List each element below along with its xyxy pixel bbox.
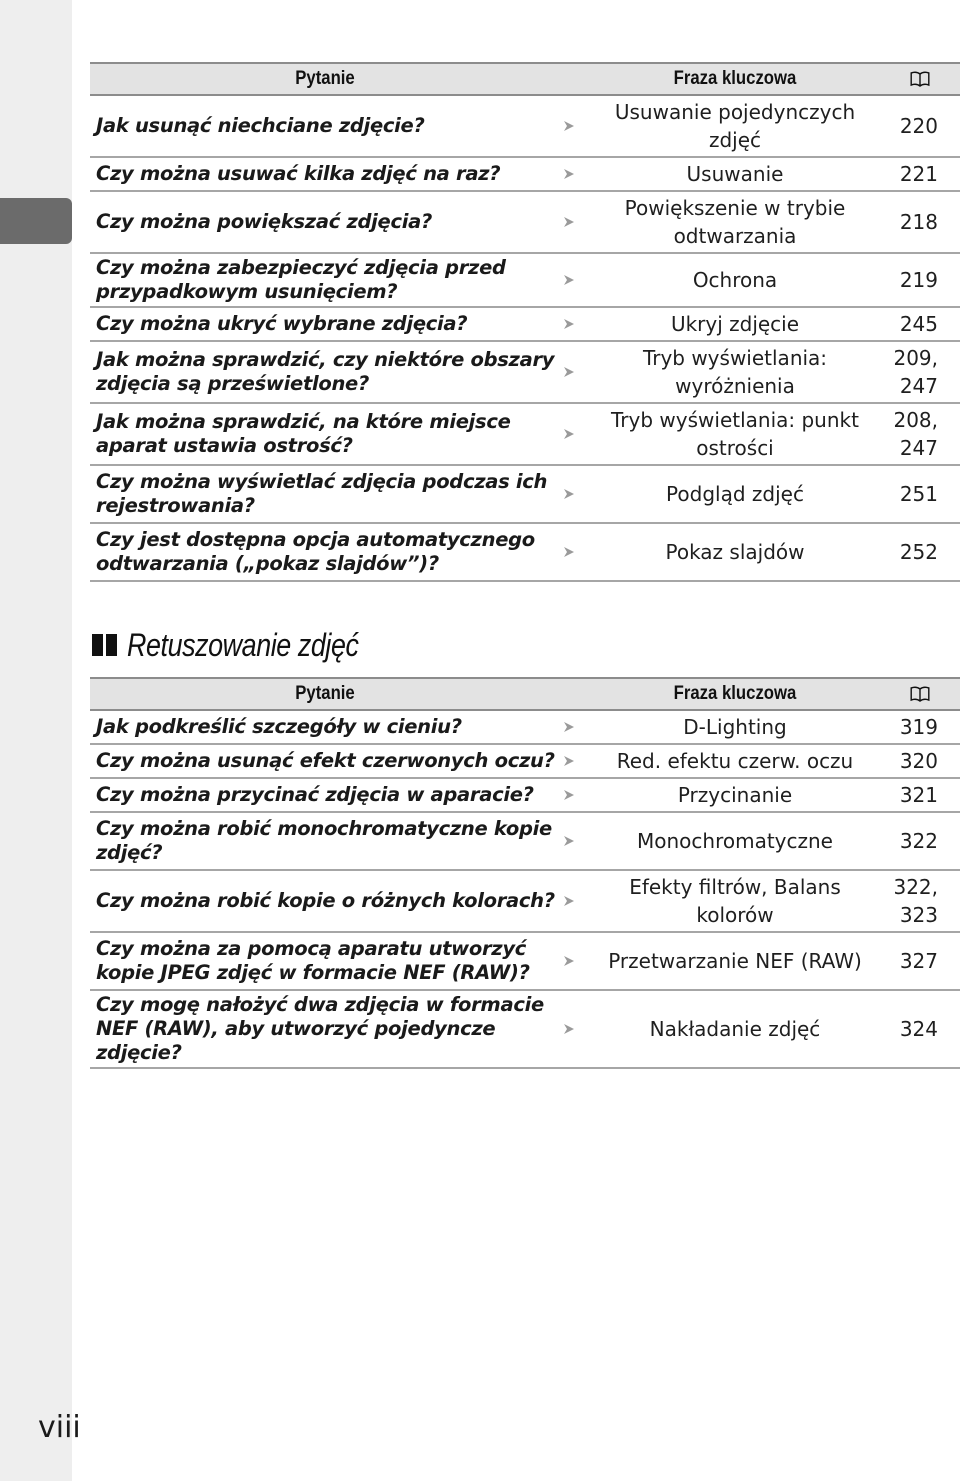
keyword-cell: Efekty filtrów, Balans kolorów [590,870,880,932]
question-cell: Jak można sprawdzić, na które miejsce aparat ustawia ostrość? [90,403,560,465]
keyword-cell: Monochromatyczne [590,812,880,870]
question-cell: Czy można przycinać zdjęcia w aparacie? [90,778,560,812]
question-cell: Czy można wyświetlać zdjęcia podczas ich rejestrowania? [90,465,560,523]
faq-table-retouch [90,677,960,1069]
table-row [90,95,960,157]
header-question: Pytanie [118,63,532,95]
table-row [90,812,960,870]
question-cell: Czy można robić monochromatyczne kopie zdjęć? [90,812,560,870]
page-cell: 219 [880,253,960,307]
keyword-cell: Tryb wyświetlania: wyróżnienia [590,341,880,403]
arrow-icon [560,403,590,465]
header-spacer [562,678,588,710]
book-icon [910,68,929,89]
question-cell: Jak podkreślić szczegóły w cieniu? [90,710,560,744]
table-row [90,778,960,812]
table-row [90,523,960,581]
chapter-tab [0,198,72,244]
arrow-icon [560,157,590,191]
keyword-cell: Red. efektu czerw. oczu [590,744,880,778]
page-cell: 321 [880,778,960,812]
table-header [90,63,960,95]
page-cell: 324 [880,990,960,1068]
question-cell: Czy można usunąć efekt czerwonych oczu? [90,744,560,778]
keyword-cell: Przycinanie [590,778,880,812]
page-cell: 218 [880,191,960,253]
arrow-icon [560,778,590,812]
question-cell: Czy można powiększać zdjęcia? [90,191,560,253]
arrow-icon [560,870,590,932]
arrow-icon [560,812,590,870]
arrow-icon [560,932,590,990]
page-cell: 322 [880,812,960,870]
arrow-icon [560,744,590,778]
arrow-icon [560,95,590,157]
page-cell: 245 [880,307,960,341]
arrow-icon [560,307,590,341]
question-cell: Czy mogę nałożyć dwa zdjęcia w formacie NEF (RAW), aby utworzyć pojedyncze zdjęcie? [90,990,560,1068]
table-header [90,678,960,710]
page-cell: 319 [880,710,960,744]
arrow-icon [560,523,590,581]
keyword-cell: Przetwarzanie NEF (RAW) [590,932,880,990]
header-page [885,678,955,710]
arrow-icon [560,191,590,253]
question-cell: Jak można sprawdzić, czy niektóre obszary zdjęcia są prześwietlone? [90,341,560,403]
table-row [90,191,960,253]
header-keyword: Fraza kluczowa [607,678,862,710]
header-keyword: Fraza kluczowa [607,63,862,95]
arrow-icon [560,341,590,403]
keyword-cell: Podgląd zdjęć [590,465,880,523]
arrow-icon [560,710,590,744]
table-row [90,307,960,341]
page-cell: 327 [880,932,960,990]
question-cell: Czy można za pomocą aparatu utworzyć kopie JPEG zdjęć w formacie NEF (RAW)? [90,932,560,990]
book-icon [910,683,929,704]
keyword-cell: Nakładanie zdjęć [590,990,880,1068]
page-cell: 208, 247 [880,403,960,465]
page-number: viii [38,1410,81,1445]
table-row [90,157,960,191]
page-cell: 252 [880,523,960,581]
table-row [90,990,960,1068]
header-question: Pytanie [118,678,532,710]
page-cell: 322, 323 [880,870,960,932]
page-cell: 209, 247 [880,341,960,403]
arrow-icon [560,253,590,307]
table-row [90,465,960,523]
arrow-icon [560,465,590,523]
table-row [90,932,960,990]
table-row [90,253,960,307]
question-cell: Jak usunąć niechciane zdjęcie? [90,95,560,157]
question-cell: Czy można usuwać kilka zdjęć na raz? [90,157,560,191]
question-cell: Czy można zabezpieczyć zdjęcia przed przypadkowym usunięciem? [90,253,560,307]
page-cell: 220 [880,95,960,157]
keyword-cell: Pokaz slajdów [590,523,880,581]
page-cell: 221 [880,157,960,191]
keyword-cell: D-Lighting [590,710,880,744]
keyword-cell: Powiększenie w trybie odtwarzania [590,191,880,253]
table-row [90,744,960,778]
section-heading [92,622,403,668]
table-row [90,870,960,932]
question-cell: Czy można robić kopie o różnych kolorach? [90,870,560,932]
section-title: Retuszowanie zdjęć [127,626,359,663]
header-spacer [562,63,588,95]
page-cell: 251 [880,465,960,523]
table-row [90,403,960,465]
question-cell: Czy jest dostępna opcja automatycznego odtwarzania („pokaz slajdów”)? [90,523,560,581]
keyword-cell: Usuwanie pojedynczych zdjęć [590,95,880,157]
keyword-cell: Usuwanie [590,157,880,191]
table-row [90,710,960,744]
header-page [885,63,955,95]
table-row [90,341,960,403]
section-marker [92,634,117,656]
faq-table-playback [90,62,960,582]
question-cell: Czy można ukryć wybrane zdjęcia? [90,307,560,341]
keyword-cell: Tryb wyświetlania: punkt ostrości [590,403,880,465]
page-cell: 320 [880,744,960,778]
arrow-icon [560,990,590,1068]
keyword-cell: Ukryj zdjęcie [590,307,880,341]
keyword-cell: Ochrona [590,253,880,307]
